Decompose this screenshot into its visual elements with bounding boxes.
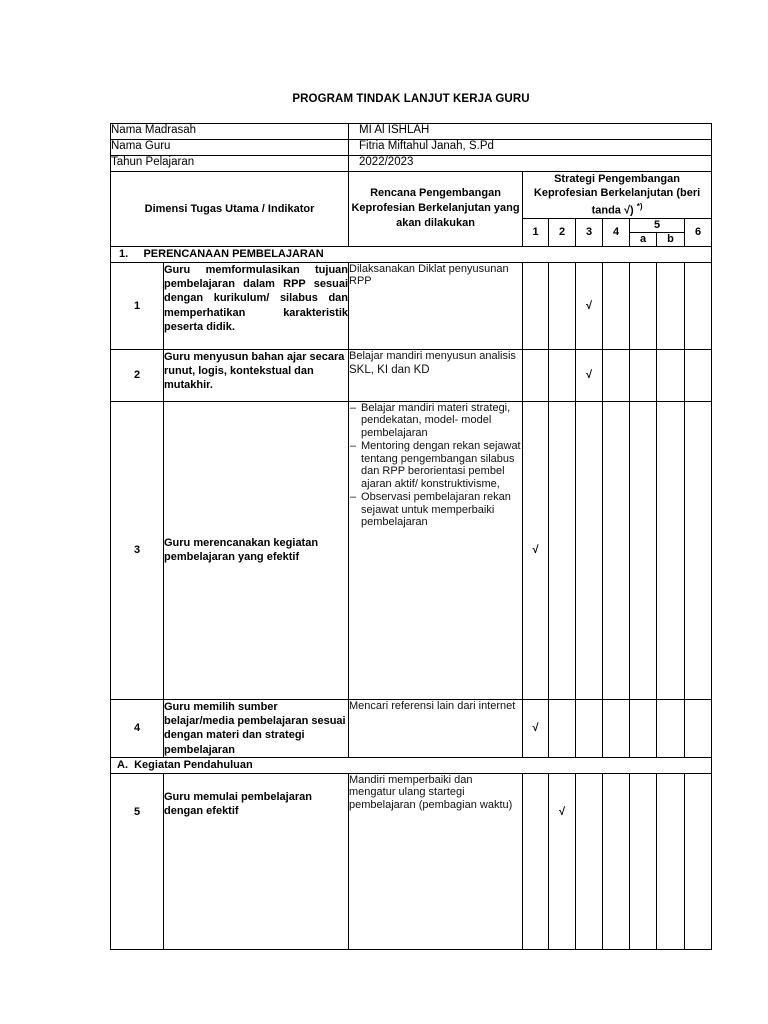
row-indicator: Guru menyusun bahan ajar secara runut, logis, kontekstual dan mutakhir.: [164, 349, 349, 401]
row-mark: √: [576, 349, 603, 401]
row-plan: [349, 262, 523, 349]
plan-line: SKL, KI dan KD: [349, 364, 430, 377]
info-row-school: [111, 124, 712, 140]
info-value: MI Al ISHLAH: [349, 124, 712, 140]
section-row: [111, 246, 712, 262]
plan-bullet: – Mentoring dengan rekan sejawat tentang pengembangan silabus dan RPP berorientasi pembel ajaran aktif/ konstruktivisme,: [349, 440, 522, 490]
col-5b: b: [657, 232, 685, 246]
row-plan: [349, 699, 523, 757]
row-indicator: Guru memilih sumber belajar/media pembelajaran sesuai dengan materi dan strategi pembelajaran: [164, 699, 349, 757]
table-row: [111, 401, 712, 699]
row-number: 3: [111, 401, 164, 699]
info-row-year: [111, 156, 712, 172]
info-label: Nama Guru: [111, 140, 349, 156]
col-2: 2: [549, 218, 576, 246]
col-6: 6: [685, 218, 712, 246]
info-value: Fitria Miftahul Janah, S.Pd: [349, 140, 712, 156]
col-3: 3: [576, 218, 603, 246]
row-indicator: Guru memformulasikan tujuan pembelajaran dalam RPP sesuai dengan kurikulum/ silabus dan memperhatikan karakteristik peserta didik.: [164, 262, 349, 349]
plan-line: Mencari referensi lain dari internet: [349, 699, 516, 712]
row-plan: [349, 773, 523, 949]
section-label: A. Kegiatan Pendahuluan: [111, 757, 712, 773]
row-mark: √: [523, 699, 549, 757]
col-1: 1: [523, 218, 549, 246]
info-label: Tahun Pelajaran: [111, 156, 349, 172]
row-plan: [349, 349, 523, 401]
header-dimension: Dimensi Tugas Utama / Indikator: [111, 172, 349, 247]
row-indicator: Guru memulai pembelajaran dengan efektif: [164, 773, 349, 949]
plan-bullet: – Observasi pembelajaran rekan sejawat untuk memperbaiki pembelajaran: [349, 491, 522, 529]
header-strategy-text: Strategi Pengembangan Keprofesian Berkelanjutan (beri tanda √): [533, 173, 701, 217]
section-row: [111, 757, 712, 773]
table-row: [111, 262, 712, 349]
row-number: 1: [111, 262, 164, 349]
col-5: 5: [630, 218, 685, 232]
table-header-row: [111, 172, 712, 219]
info-value: 2022/2023: [349, 156, 712, 172]
row-number: 4: [111, 699, 164, 757]
row-mark: √: [549, 773, 576, 949]
table-row: [111, 773, 712, 949]
table-row: [111, 349, 712, 401]
col-5a: a: [630, 232, 657, 246]
plan-line: Mandiri memperbaiki dan mengatur ulang startegi pembelajaran (pembagian waktu): [349, 773, 513, 811]
table-row: [111, 699, 712, 757]
section-label: 1. PERENCANAAN PEMBELAJARAN: [111, 246, 712, 262]
row-number: 2: [111, 349, 164, 401]
header-strategy-note: *): [636, 202, 643, 211]
row-indicator: Guru merencanakan kegiatan pembelajaran yang efektif: [164, 401, 349, 699]
row-mark: √: [523, 401, 549, 699]
plan-line: Dilaksanakan Diklat penyusunan RPP: [349, 262, 509, 288]
header-plan: Rencana Pengembangan Keprofesian Berkelanjutan yang akan dilakukan: [349, 172, 523, 247]
document-title: PROGRAM TINDAK LANJUT KERJA GURU: [292, 93, 530, 105]
info-label: Nama Madrasah: [111, 124, 349, 140]
row-number: 5: [111, 773, 164, 949]
info-row-teacher: [111, 140, 712, 156]
plan-line: Belajar mandiri menyusun analisis: [349, 349, 516, 362]
follow-up-table: [110, 123, 712, 950]
row-mark: √: [576, 262, 603, 349]
col-4: 4: [603, 218, 630, 246]
plan-bullet: – Belajar mandiri materi strategi, pendekatan, model- model pembelajaran: [349, 402, 522, 440]
header-strategy: [523, 172, 712, 219]
row-plan: [349, 401, 523, 699]
plan-list: [349, 402, 522, 529]
